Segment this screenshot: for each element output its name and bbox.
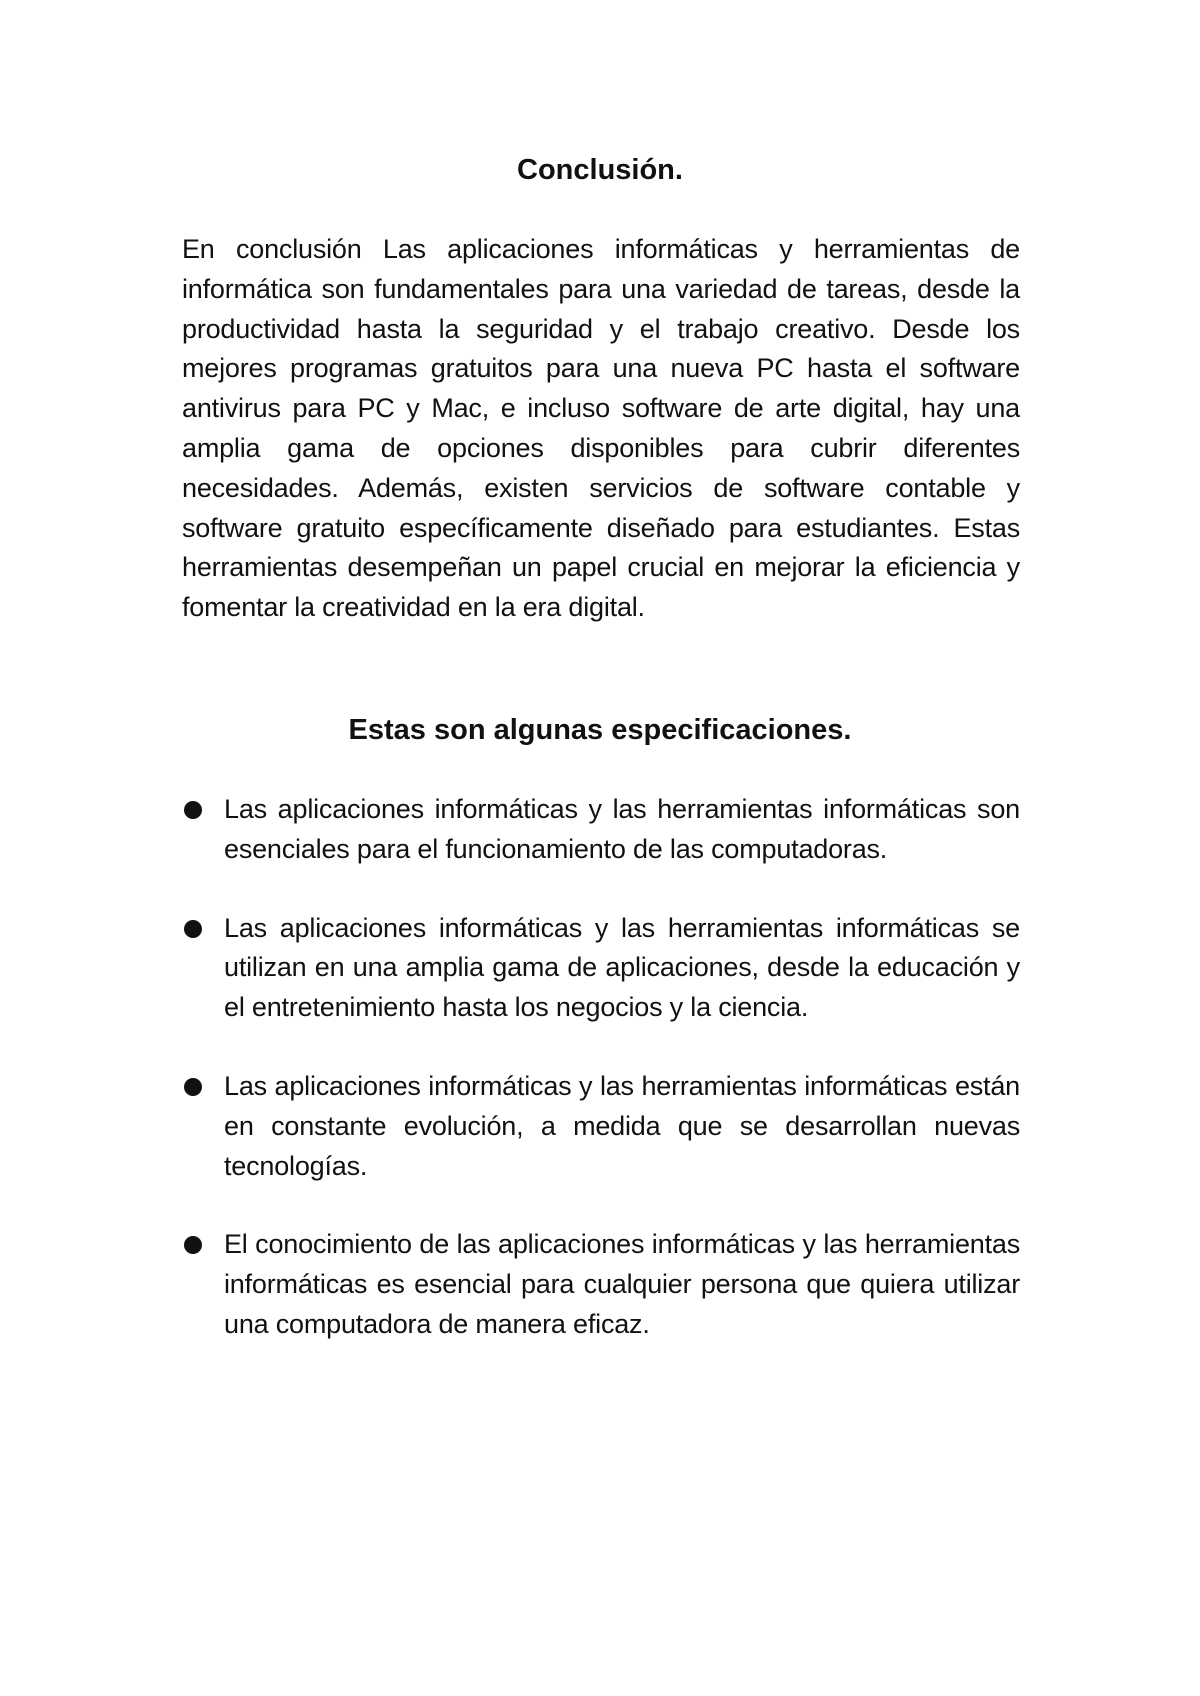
page-title: Conclusión. (517, 154, 683, 186)
list-item-text: El conocimiento de las aplicaciones informáticas y las herramientas informáticas es esencial para cualquier persona que quiera utilizar una computadora de manera eficaz. (224, 1229, 1020, 1339)
list-item (182, 1067, 1020, 1186)
list-item (182, 909, 1020, 1028)
list-item-text: Las aplicaciones informáticas y las herramientas informáticas se utilizan en una amplia gama de aplicaciones, desde la educación y el entretenimiento hasta los negocios y la ciencia. (224, 912, 1020, 1023)
bullet-icon (184, 1236, 202, 1254)
list-item-text: Las aplicaciones informáticas y las herramientas informáticas son esenciales para el funcionamiento de las computadoras. (224, 794, 1020, 864)
list-item (182, 790, 1020, 870)
list-item-text: Las aplicaciones informáticas y las herramientas informáticas están en constante evolución, a medida que se desarrollan nuevas tecnologías. (224, 1070, 1020, 1181)
bullet-list (182, 790, 1020, 1384)
bullet-icon (184, 1078, 202, 1096)
conclusion-paragraph: En conclusión Las aplicaciones informáticas y herramientas de informática son fundamentales para una variedad de tareas, desde la productividad hasta la seguridad y el trabajo creativo. Desde los mejores programas gratuitos para una nueva PC hasta el software antivirus para PC y Mac, e incluso software de arte digital, hay una amplia gama de opciones disponibles para cubrir diferentes necesidades. Además, existen servicios de software contable y software gratuito específicamente diseñado para estudiantes. Estas herramientas desempeñan un papel crucial en mejorar la eficiencia y fomentar la creatividad en la era digital. (182, 234, 1020, 623)
bullet-icon (184, 920, 202, 938)
list-item (182, 1225, 1020, 1344)
bullet-icon (184, 801, 202, 819)
section-subtitle: Estas son algunas especificaciones. (348, 714, 852, 746)
